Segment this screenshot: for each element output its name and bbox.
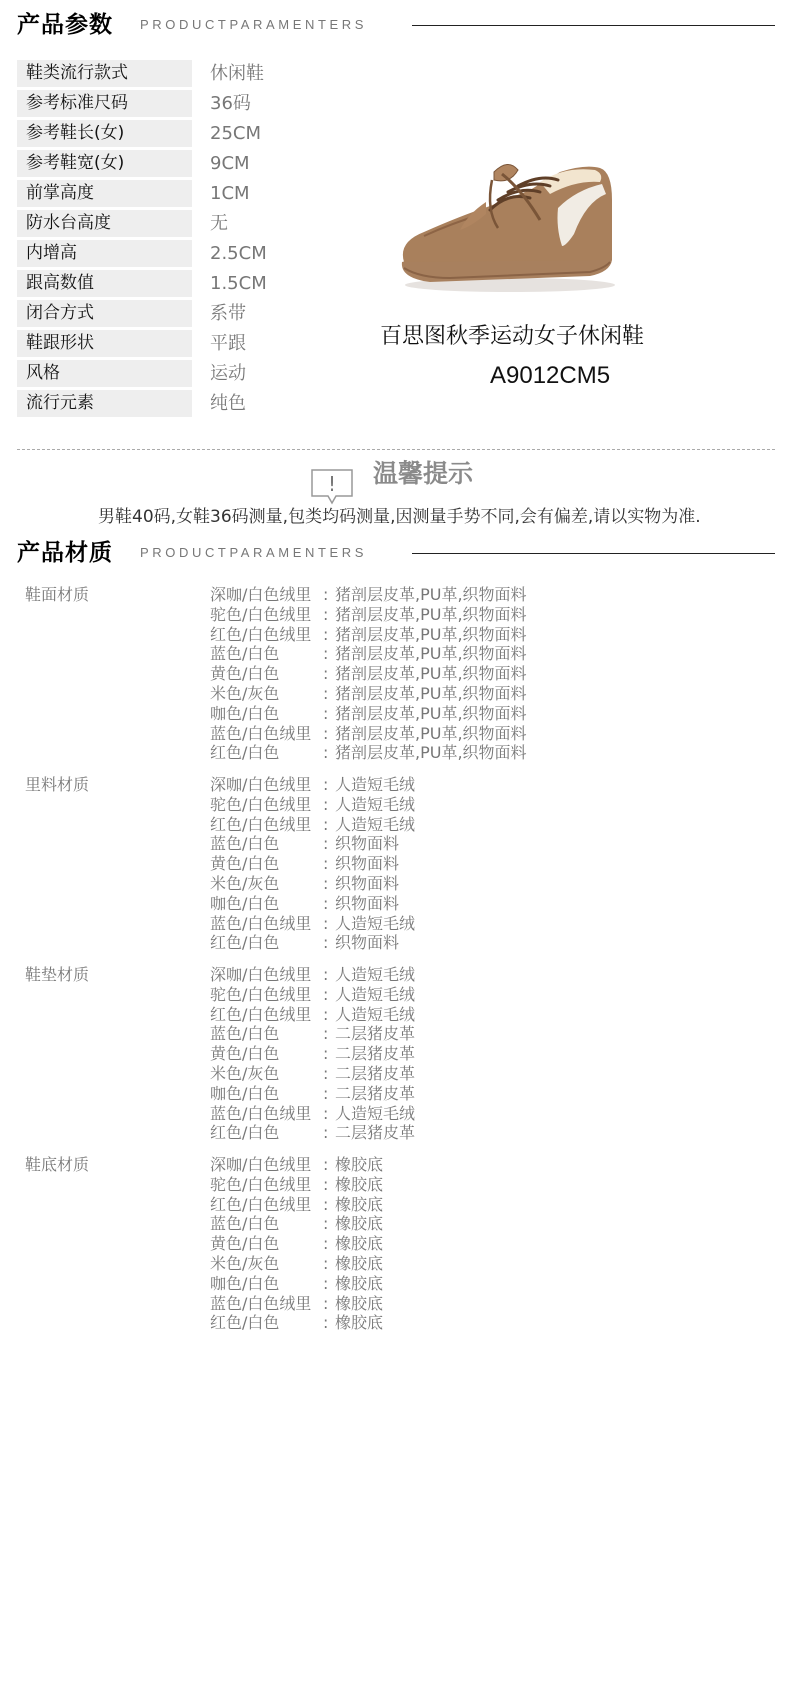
- material-color: 蓝色/白色绒里: [210, 913, 312, 933]
- material-line: [210, 1024, 415, 1044]
- spec-label: 闭合方式: [17, 300, 192, 327]
- material-line: [210, 1313, 383, 1333]
- material-sep: :: [323, 834, 329, 854]
- material-sep: :: [323, 723, 329, 743]
- spec-label: 防水台高度: [17, 210, 192, 237]
- material-value: 橡胶底: [335, 1214, 384, 1234]
- spec-row: [17, 329, 377, 359]
- section-header-params: [17, 8, 775, 44]
- material-color: 米色/灰色: [210, 1253, 280, 1273]
- material-line: [210, 795, 415, 815]
- material-color: 咖色/白色: [210, 893, 280, 913]
- header-rule: [412, 553, 775, 554]
- material-line: [210, 874, 415, 894]
- material-label: 鞋垫材质: [25, 965, 90, 984]
- material-color: 黄色/白色: [210, 664, 280, 684]
- speech-bubble-icon: [310, 468, 354, 506]
- material-value: 橡胶底: [335, 1293, 384, 1313]
- material-sep: :: [323, 1273, 329, 1293]
- material-color: 红色/白色: [210, 1313, 280, 1333]
- material-value: 橡胶底: [335, 1174, 384, 1194]
- material-value: 橡胶底: [335, 1253, 384, 1273]
- spec-label: 风格: [17, 360, 192, 387]
- section-subtitle: PRODUCTPARAMENTERS: [140, 17, 368, 32]
- section-header-materials: [17, 536, 775, 572]
- material-line: [210, 933, 415, 953]
- material-sep: :: [323, 1004, 329, 1024]
- material-sep: :: [323, 1024, 329, 1044]
- material-line: [210, 1195, 383, 1215]
- material-value: 人造短毛绒: [335, 913, 416, 933]
- material-value: 人造短毛绒: [335, 794, 416, 814]
- material-line: [210, 625, 527, 645]
- spec-value: 平跟: [210, 333, 246, 354]
- material-sep: :: [323, 683, 329, 703]
- material-sep: :: [323, 644, 329, 664]
- spec-label: 鞋类流行款式: [17, 60, 192, 87]
- material-line: [210, 854, 415, 874]
- material-color: 深咖/白色绒里: [210, 775, 312, 794]
- material-line: [210, 815, 415, 835]
- spec-label: 参考鞋宽(女): [17, 150, 192, 177]
- material-sep: :: [323, 893, 329, 913]
- material-value: 二层猪皮革: [335, 1083, 416, 1103]
- material-value: 橡胶底: [335, 1313, 384, 1333]
- material-value: 人造短毛绒: [335, 775, 416, 794]
- material-color: 黄色/白色: [210, 1234, 280, 1254]
- spec-label: 参考标准尺码: [17, 90, 192, 117]
- material-color: 红色/白色绒里: [210, 814, 312, 834]
- material-line: [210, 1234, 383, 1254]
- material-sep: :: [323, 1194, 329, 1214]
- section-title: 产品材质: [17, 540, 113, 566]
- material-value: 织物面料: [335, 854, 400, 874]
- material-sep: :: [323, 1174, 329, 1194]
- spec-value: 纯色: [210, 393, 246, 414]
- material-sep: :: [323, 624, 329, 644]
- material-line: [210, 1155, 383, 1175]
- notice-icon-text: !: [327, 472, 337, 496]
- spec-label: 流行元素: [17, 390, 192, 417]
- material-label: 鞋底材质: [25, 1155, 90, 1174]
- material-color: 米色/灰色: [210, 683, 280, 703]
- material-line: [210, 1104, 415, 1124]
- material-color: 米色/灰色: [210, 873, 280, 893]
- material-line: [210, 894, 415, 914]
- material-value: 织物面料: [335, 933, 400, 953]
- product-name: 百思图秋季运动女子休闲鞋: [380, 324, 645, 349]
- spec-row: [17, 179, 377, 209]
- material-color: 深咖/白色绒里: [210, 585, 312, 604]
- material-color: 咖色/白色: [210, 1083, 280, 1103]
- material-line: [210, 1294, 383, 1314]
- material-sep: :: [323, 984, 329, 1004]
- material-line: [210, 664, 527, 684]
- material-color: 红色/白色绒里: [210, 1004, 312, 1024]
- spec-row: [17, 209, 377, 239]
- material-color: 蓝色/白色: [210, 644, 280, 664]
- material-color: 红色/白色绒里: [210, 1194, 312, 1214]
- material-sep: :: [323, 703, 329, 723]
- spec-value: 系带: [210, 303, 246, 324]
- section-title: 产品参数: [17, 12, 113, 38]
- spec-label: 鞋跟形状: [17, 330, 192, 357]
- material-line: [210, 724, 527, 744]
- spec-row: [17, 59, 377, 89]
- material-color: 米色/灰色: [210, 1063, 280, 1083]
- material-sep: :: [323, 743, 329, 763]
- material-value: 织物面料: [335, 873, 400, 893]
- material-sep: :: [323, 1123, 329, 1143]
- material-color: 红色/白色: [210, 933, 280, 953]
- material-sep: :: [323, 913, 329, 933]
- spec-row: [17, 269, 377, 299]
- material-value: 二层猪皮革: [335, 1063, 416, 1083]
- material-line: [210, 704, 527, 724]
- material-line: [210, 1254, 383, 1274]
- material-sep: :: [323, 1155, 329, 1174]
- material-label: 鞋面材质: [25, 585, 90, 604]
- material-sep: :: [323, 1103, 329, 1123]
- material-color: 黄色/白色: [210, 854, 280, 874]
- material-value: 猪剖层皮革,PU革,织物面料: [335, 624, 527, 644]
- material-line: [210, 834, 415, 854]
- material-line: [210, 1274, 383, 1294]
- material-sep: :: [323, 965, 329, 984]
- material-line: [210, 743, 527, 763]
- material-color: 驼色/白色绒里: [210, 1174, 312, 1194]
- material-line: [210, 605, 527, 625]
- spec-row: [17, 119, 377, 149]
- material-sep: :: [323, 814, 329, 834]
- material-line: [210, 965, 415, 985]
- material-color: 驼色/白色绒里: [210, 984, 312, 1004]
- material-line: [210, 1084, 415, 1104]
- material-color: 蓝色/白色: [210, 1024, 280, 1044]
- material-color: 咖色/白色: [210, 703, 280, 723]
- material-color: 驼色/白色绒里: [210, 604, 312, 624]
- material-sep: :: [323, 794, 329, 814]
- spec-row: [17, 389, 377, 419]
- spec-value: 1.5CM: [210, 273, 267, 294]
- material-color: 蓝色/白色绒里: [210, 723, 312, 743]
- material-value: 人造短毛绒: [335, 965, 416, 984]
- material-sep: :: [323, 1253, 329, 1273]
- material-value: 二层猪皮革: [335, 1024, 416, 1044]
- spec-row: [17, 359, 377, 389]
- spec-label: 内增高: [17, 240, 192, 267]
- material-sep: :: [323, 1293, 329, 1313]
- material-color: 蓝色/白色绒里: [210, 1293, 312, 1313]
- material-line: [210, 775, 415, 795]
- material-line: [210, 1175, 383, 1195]
- header-rule: [412, 25, 775, 26]
- spec-value: 休闲鞋: [210, 63, 264, 84]
- material-line: [210, 1214, 383, 1234]
- spec-value: 9CM: [210, 153, 250, 174]
- material-value: 二层猪皮革: [335, 1123, 416, 1143]
- spec-value: 25CM: [210, 123, 262, 144]
- spec-row: [17, 89, 377, 119]
- product-model: A9012CM5: [490, 362, 611, 389]
- product-image: [390, 150, 630, 300]
- material-list: [210, 965, 415, 1143]
- notice-text: 男鞋40码,女鞋36码测量,包类均码测量,因测量手势不同,会有偏差,请以实物为准.: [98, 507, 701, 527]
- spec-value: 2.5CM: [210, 243, 267, 264]
- material-line: [210, 985, 415, 1005]
- material-sep: :: [323, 1044, 329, 1064]
- spec-label: 参考鞋长(女): [17, 120, 192, 147]
- material-sep: :: [323, 1063, 329, 1083]
- spec-label: 跟高数值: [17, 270, 192, 297]
- material-sep: :: [323, 664, 329, 684]
- material-value: 人造短毛绒: [335, 1004, 416, 1024]
- material-color: 蓝色/白色绒里: [210, 1103, 312, 1123]
- shoe-illustration: [390, 150, 630, 300]
- spec-table: [17, 59, 377, 419]
- material-sep: :: [323, 1083, 329, 1103]
- material-line: [210, 1005, 415, 1025]
- material-value: 二层猪皮革: [335, 1044, 416, 1064]
- notice-title: 温馨提示: [373, 459, 474, 488]
- material-sep: :: [323, 1234, 329, 1254]
- material-value: 猪剖层皮革,PU革,织物面料: [335, 703, 527, 723]
- material-value: 织物面料: [335, 834, 400, 854]
- material-value: 橡胶底: [335, 1234, 384, 1254]
- material-value: 人造短毛绒: [335, 814, 416, 834]
- material-list: [210, 1155, 383, 1333]
- material-sep: :: [323, 775, 329, 794]
- material-color: 驼色/白色绒里: [210, 794, 312, 814]
- material-sep: :: [323, 604, 329, 624]
- material-value: 人造短毛绒: [335, 984, 416, 1004]
- material-color: 蓝色/白色: [210, 1214, 280, 1234]
- spec-value: 36码: [210, 93, 251, 114]
- material-value: 猪剖层皮革,PU革,织物面料: [335, 664, 527, 684]
- spec-row: [17, 239, 377, 269]
- material-value: 橡胶底: [335, 1273, 384, 1293]
- material-value: 猪剖层皮革,PU革,织物面料: [335, 723, 527, 743]
- material-value: 橡胶底: [335, 1155, 384, 1174]
- material-color: 红色/白色绒里: [210, 624, 312, 644]
- section-subtitle: PRODUCTPARAMENTERS: [140, 545, 368, 560]
- spec-row: [17, 149, 377, 179]
- material-sep: :: [323, 854, 329, 874]
- material-value: 人造短毛绒: [335, 1103, 416, 1123]
- material-line: [210, 1123, 415, 1143]
- material-value: 橡胶底: [335, 1194, 384, 1214]
- material-line: [210, 585, 527, 605]
- material-sep: :: [323, 933, 329, 953]
- material-line: [210, 1044, 415, 1064]
- spec-row: [17, 299, 377, 329]
- material-label: 里料材质: [25, 775, 90, 794]
- spec-value: 无: [210, 213, 228, 234]
- material-value: 猪剖层皮革,PU革,织物面料: [335, 683, 527, 703]
- material-line: [210, 684, 527, 704]
- spec-label: 前掌高度: [17, 180, 192, 207]
- material-color: 红色/白色: [210, 743, 280, 763]
- material-value: 猪剖层皮革,PU革,织物面料: [335, 585, 527, 604]
- material-line: [210, 644, 527, 664]
- material-color: 蓝色/白色: [210, 834, 280, 854]
- material-line: [210, 914, 415, 934]
- material-value: 猪剖层皮革,PU革,织物面料: [335, 604, 527, 624]
- material-value: 猪剖层皮革,PU革,织物面料: [335, 743, 527, 763]
- material-sep: :: [323, 1313, 329, 1333]
- material-sep: :: [323, 1214, 329, 1234]
- dashed-divider: [17, 449, 775, 450]
- material-color: 深咖/白色绒里: [210, 965, 312, 984]
- material-list: [210, 585, 527, 763]
- material-color: 深咖/白色绒里: [210, 1155, 312, 1174]
- material-list: [210, 775, 415, 953]
- spec-value: 运动: [210, 363, 246, 384]
- material-value: 织物面料: [335, 893, 400, 913]
- material-sep: :: [323, 585, 329, 604]
- material-sep: :: [323, 873, 329, 893]
- material-line: [210, 1064, 415, 1084]
- material-color: 红色/白色: [210, 1123, 280, 1143]
- material-color: 黄色/白色: [210, 1044, 280, 1064]
- spec-value: 1CM: [210, 183, 250, 204]
- material-value: 猪剖层皮革,PU革,织物面料: [335, 644, 527, 664]
- material-color: 咖色/白色: [210, 1273, 280, 1293]
